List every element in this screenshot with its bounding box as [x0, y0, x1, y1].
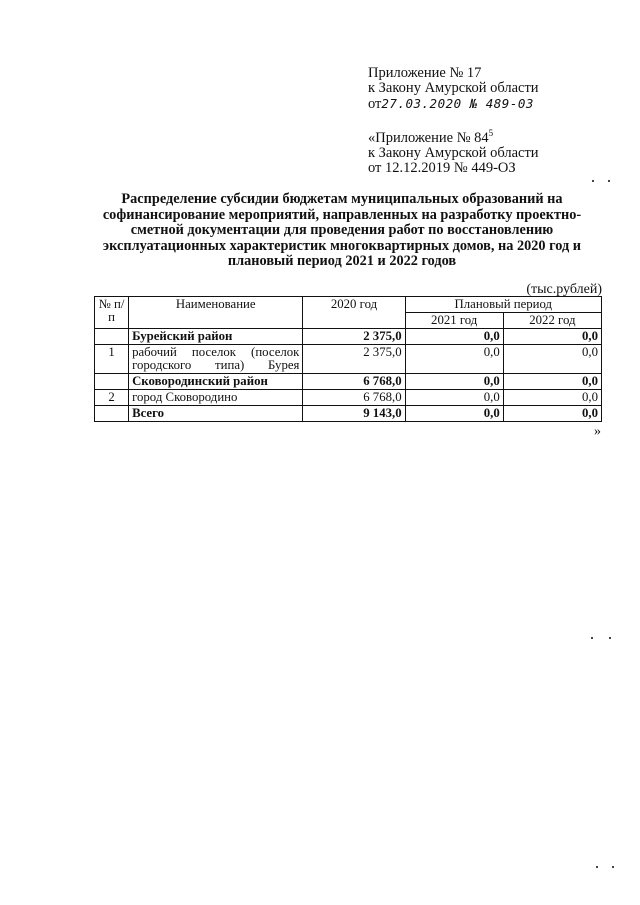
table-header-row — [95, 297, 602, 313]
header-2021: 2021 год — [405, 313, 503, 329]
handwritten-date: 27.03.2020 № 489-03 — [381, 96, 534, 111]
header-name: Наименование — [129, 297, 303, 329]
header-2022: 2022 год — [503, 313, 601, 329]
original-appendix-header — [368, 126, 539, 176]
header-planned: Плановый период — [405, 297, 601, 313]
unit-label: (тыс.рублей) — [526, 282, 602, 297]
document-title: Распределение субсидии бюджетам муниципальных образований на софинансирование мероприятий, направленных на разработку проектно-сметной документации для проведения работ по восстановлению эксплуатационных характеристик многоквартирных домов, на 2020 год и плановый период 2021 и 2022 годов — [102, 191, 582, 269]
header-2020: 2020 год — [303, 297, 405, 329]
appendix-number: Приложение № 17 — [368, 65, 482, 81]
original-appendix-number: «Приложение № $84^5$ — [368, 128, 494, 146]
scan-speck — [592, 180, 594, 182]
table-row: Сковородинский район 6 768,0 0,0 0,0 — [95, 374, 602, 390]
original-appendix-law: к Закону Амурской области — [368, 144, 539, 161]
scan-speck — [591, 637, 593, 639]
closing-quote: » — [594, 424, 601, 439]
original-appendix-date: от 12.12.2019 № 449-ОЗ — [368, 159, 516, 176]
table-total-row: Всего 9 143,0 0,0 0,0 — [95, 406, 602, 422]
subsidy-table — [94, 296, 602, 422]
scan-speck — [612, 866, 614, 868]
table-row: 2 город Сковородино 6 768,0 0,0 0,0 — [95, 390, 602, 406]
appendix-date: от27.03.2020 № 489-03 — [368, 96, 534, 112]
scan-speck — [608, 180, 610, 182]
table-row: 1 рабочий поселок (поселок городского типа) Бурея 2 375,0 0,0 0,0 — [95, 345, 602, 374]
scan-speck — [596, 866, 598, 868]
appendix-law: к Закону Амурской области — [368, 80, 539, 96]
header-num: № п/п — [95, 297, 129, 329]
scan-speck — [609, 637, 611, 639]
appendix-header — [368, 66, 539, 112]
table-row: Бурейский район 2 375,0 0,0 0,0 — [95, 329, 602, 345]
